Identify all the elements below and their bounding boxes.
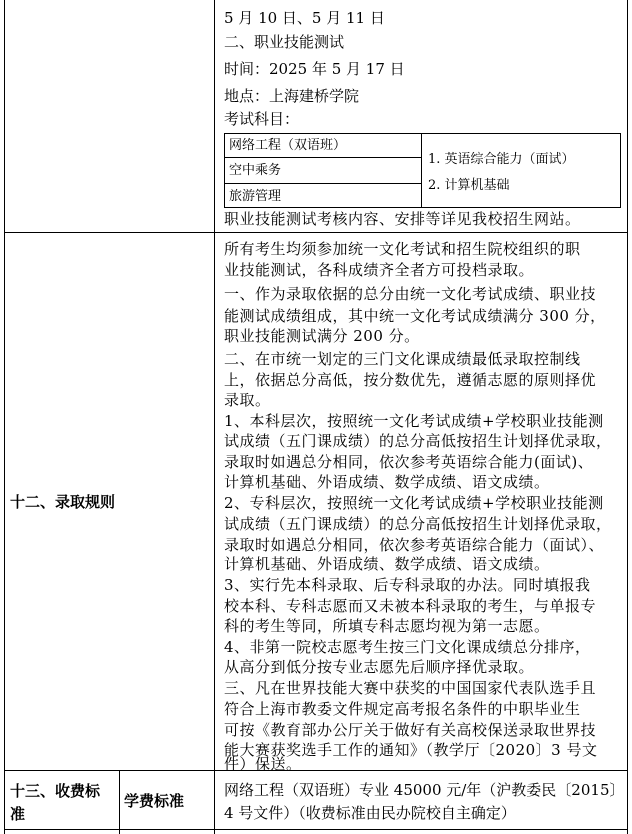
exam-line: 时间：2025 年 5 月 17 日	[224, 60, 405, 78]
fee-line: 网络工程（双语班）专业 45000 元/年（沪教委民〔2015〕	[224, 781, 625, 799]
rule-line: 二、在市统一划定的三门文化课成绩最低录取控制线	[224, 350, 581, 368]
subject-cell: 2. 计算机基础	[428, 178, 510, 193]
section-heading-fee-standards: 十三、收费标	[10, 782, 101, 800]
rule-line: 职业技能测试满分 200 分。	[224, 327, 420, 345]
rule-line: 4、非第一院校志愿考生按三门文化课成绩总分排序，	[224, 638, 591, 656]
table-bottom-border	[4, 829, 628, 830]
table-left-border	[4, 0, 5, 834]
subject-table-row-line	[224, 183, 422, 184]
rule-line: 3、实行先本科录取、后专科录取的办法。同时填报我	[224, 576, 591, 594]
rule-line: 试成绩（五门课成绩）的总分高低按招生计划择优录取，	[224, 515, 612, 533]
exam-line: 5 月 10 日、5 月 11 日	[224, 9, 385, 27]
rule-line: 业技能测试，各科成绩齐全者方可投档录取。	[224, 261, 535, 279]
rule-line: 1、本科层次，按照统一文化考试成绩+学校职业技能测	[224, 412, 604, 430]
rule-line: 件）保送。	[224, 755, 302, 773]
row-divider-12	[4, 232, 628, 233]
column-divider-lower-2	[214, 770, 215, 834]
section-heading-fee-standards-cont: 准	[10, 805, 26, 823]
rule-line: 一、作为录取依据的总分由统一文化考试成绩、职业技	[224, 285, 597, 303]
rule-line: 计算机基础、外语成绩、数学成绩、语文成绩。	[224, 555, 550, 573]
major-cell: 网络工程（双语班）	[229, 138, 347, 153]
table-right-border	[627, 0, 628, 834]
rule-line: 三、凡在世界技能大赛中获奖的中国国家代表队选手且	[224, 679, 597, 697]
rule-line: 校本科、专科志愿而又未被本科录取的考生，与单报专	[224, 597, 597, 615]
fee-subheading: 学费标准	[124, 792, 185, 810]
subject-table-left	[224, 133, 225, 208]
major-cell: 空中乘务	[229, 163, 282, 178]
rule-line: 科的考生等同，所填专科志愿均视为第一志愿。	[224, 617, 550, 635]
column-divider-lower	[119, 770, 120, 834]
rule-line: 可按《教育部办公厅关于做好有关高校保送录取世界技	[224, 721, 597, 739]
rule-line: 计算机基础、外语成绩、数学成绩、语文成绩。	[224, 473, 550, 491]
rule-line: 能大赛获奖选手工作的通知》（教学厅〔2020〕3 号文	[224, 741, 598, 759]
subject-cell: 1. 英语综合能力（面试）	[428, 152, 575, 167]
subject-table-mid	[421, 133, 422, 208]
rule-line: 从高分到低分按专业志愿先后顺序择优录取。	[224, 658, 535, 676]
exam-line: 地点：上海建桥学院	[224, 87, 360, 105]
rule-line: 上，依据总分高低，按分数优先，遵循志愿的原则择优	[224, 371, 597, 389]
rule-line: 能测试成绩组成，其中统一文化考试成绩满分 300 分，	[224, 307, 606, 325]
rule-line: 符合上海市教委文件规定高考报名条件的中职毕业生	[224, 700, 581, 718]
rule-line: 2、专科层次，按照统一文化考试成绩+学校职业技能测	[224, 494, 604, 512]
section-heading-admission-rules: 十二、录取规则	[10, 493, 116, 511]
rule-line: 所有考生均须参加统一文化考试和招生院校组织的职	[224, 240, 581, 258]
exam-footer-note: 职业技能测试考核内容、安排等详见我校招生网站。	[224, 210, 581, 228]
row-divider-13	[4, 770, 628, 771]
rule-line: 试成绩（五门课成绩）的总分高低按招生计划择优录取，	[224, 432, 612, 450]
exam-line: 二、职业技能测试	[224, 33, 345, 51]
exam-line: 考试科目：	[224, 110, 300, 128]
rule-line: 录取时如遇总分相同，依次参考英语综合能力（面试）、	[224, 536, 605, 554]
subject-table-right	[620, 133, 621, 208]
rule-line: 录取。	[224, 391, 271, 409]
rule-line: 录取时如遇总分相同，依次参考英语综合能力(面试)、	[224, 453, 594, 471]
fee-line: 4 号文件）（收费标准由民办院校自主确定）	[224, 804, 516, 822]
column-divider	[214, 0, 215, 770]
major-cell: 旅游管理	[229, 189, 282, 204]
